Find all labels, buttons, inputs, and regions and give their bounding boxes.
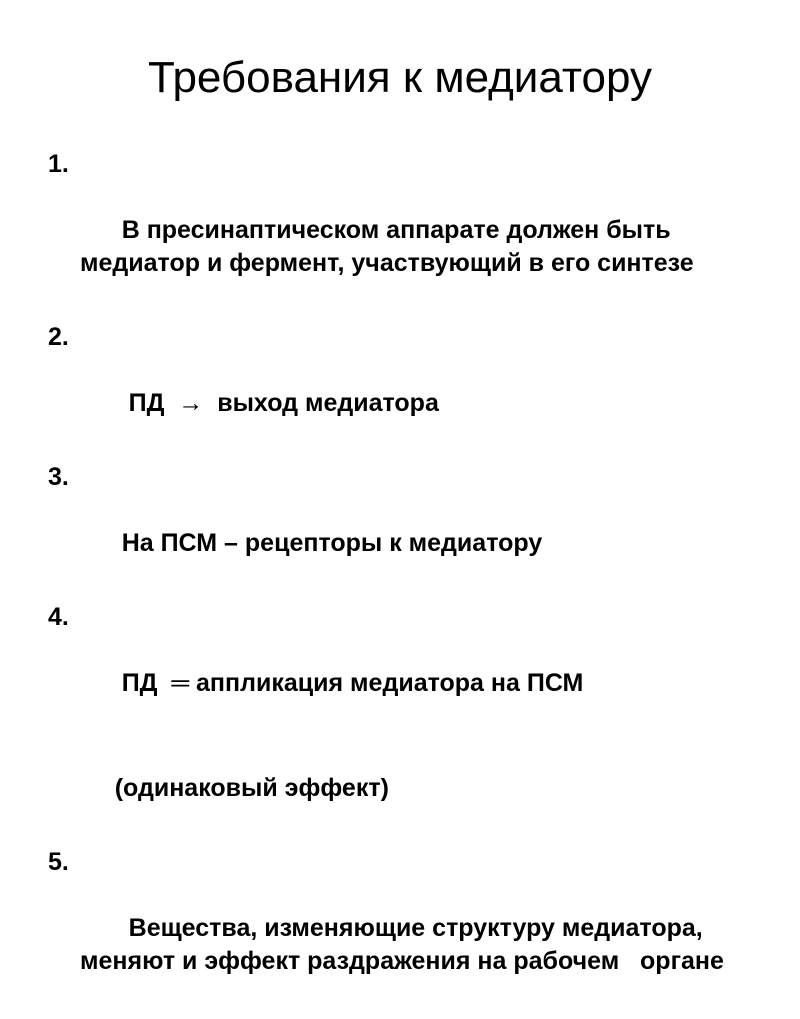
list-item-5 <box>48 846 768 1011</box>
item-text: На ПСМ – рецепторы к медиатору <box>121 529 543 557</box>
item-text: Вещества, изменяющие структуру медиатора, меняют и эффект раздражения на рабочем органе <box>80 914 724 975</box>
requirements-list <box>48 148 768 1019</box>
list-item-4-continuation <box>48 739 768 838</box>
item-number: 3. <box>48 463 69 491</box>
item-text: (одинаковый эффект) <box>114 774 389 802</box>
item-number: 5. <box>48 848 69 876</box>
item-number: 1. <box>48 150 69 178</box>
slide-title: Требования к медиатору <box>148 53 652 102</box>
item-text: В пресинаптическом аппарате должен быть медиатор и фермент, участвующий в его синтезе <box>80 216 694 277</box>
list-item-4 <box>48 601 768 733</box>
item-number: 2. <box>48 323 69 351</box>
item-number: 4. <box>48 603 69 631</box>
list-item-1 <box>48 148 768 313</box>
list-item-3 <box>48 461 768 593</box>
item-text: ПД → выход медиатора <box>121 389 439 417</box>
item-text: ПД ═ аппликация медиатора на ПСМ <box>121 669 584 697</box>
list-item-2 <box>48 321 768 453</box>
